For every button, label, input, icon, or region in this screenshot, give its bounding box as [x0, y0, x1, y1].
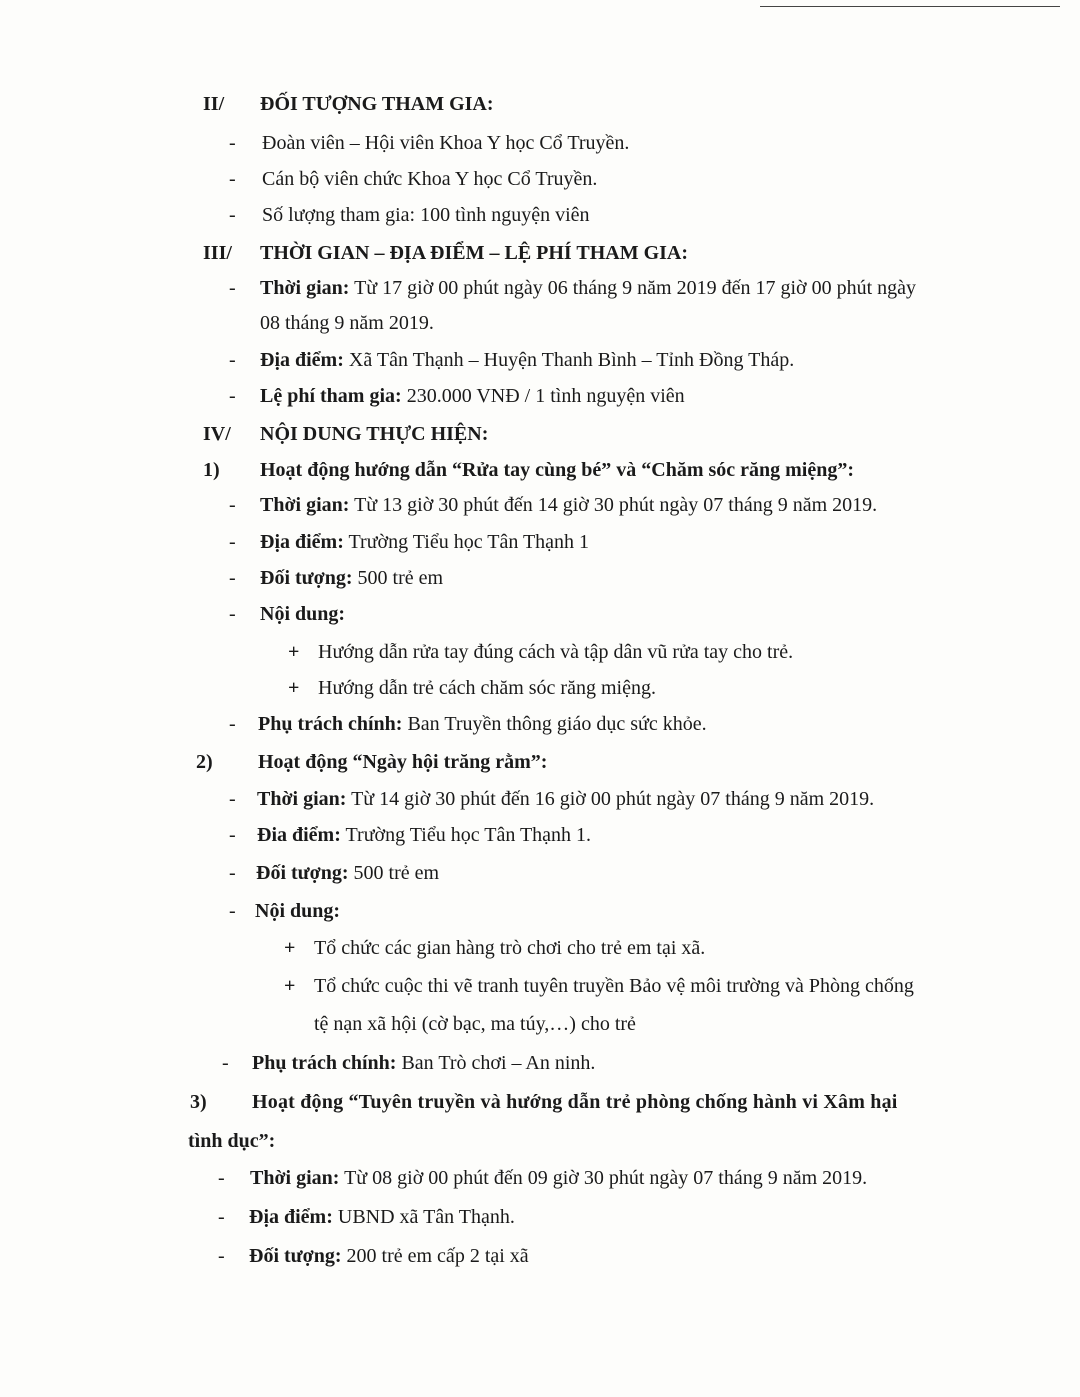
top-rule [760, 6, 1060, 7]
section-title: THỜI GIAN – ĐỊA ĐIỂM – LỆ PHÍ THAM GIA: [260, 242, 689, 264]
section-numeral: IV/ [203, 423, 231, 445]
section-numeral: II/ [203, 93, 225, 115]
section-title: ĐỐI TƯỢNG THAM GIA: [260, 93, 494, 115]
section-title: NỘI DUNG THỰC HIỆN: [260, 423, 489, 445]
section-numeral: III/ [203, 242, 232, 264]
